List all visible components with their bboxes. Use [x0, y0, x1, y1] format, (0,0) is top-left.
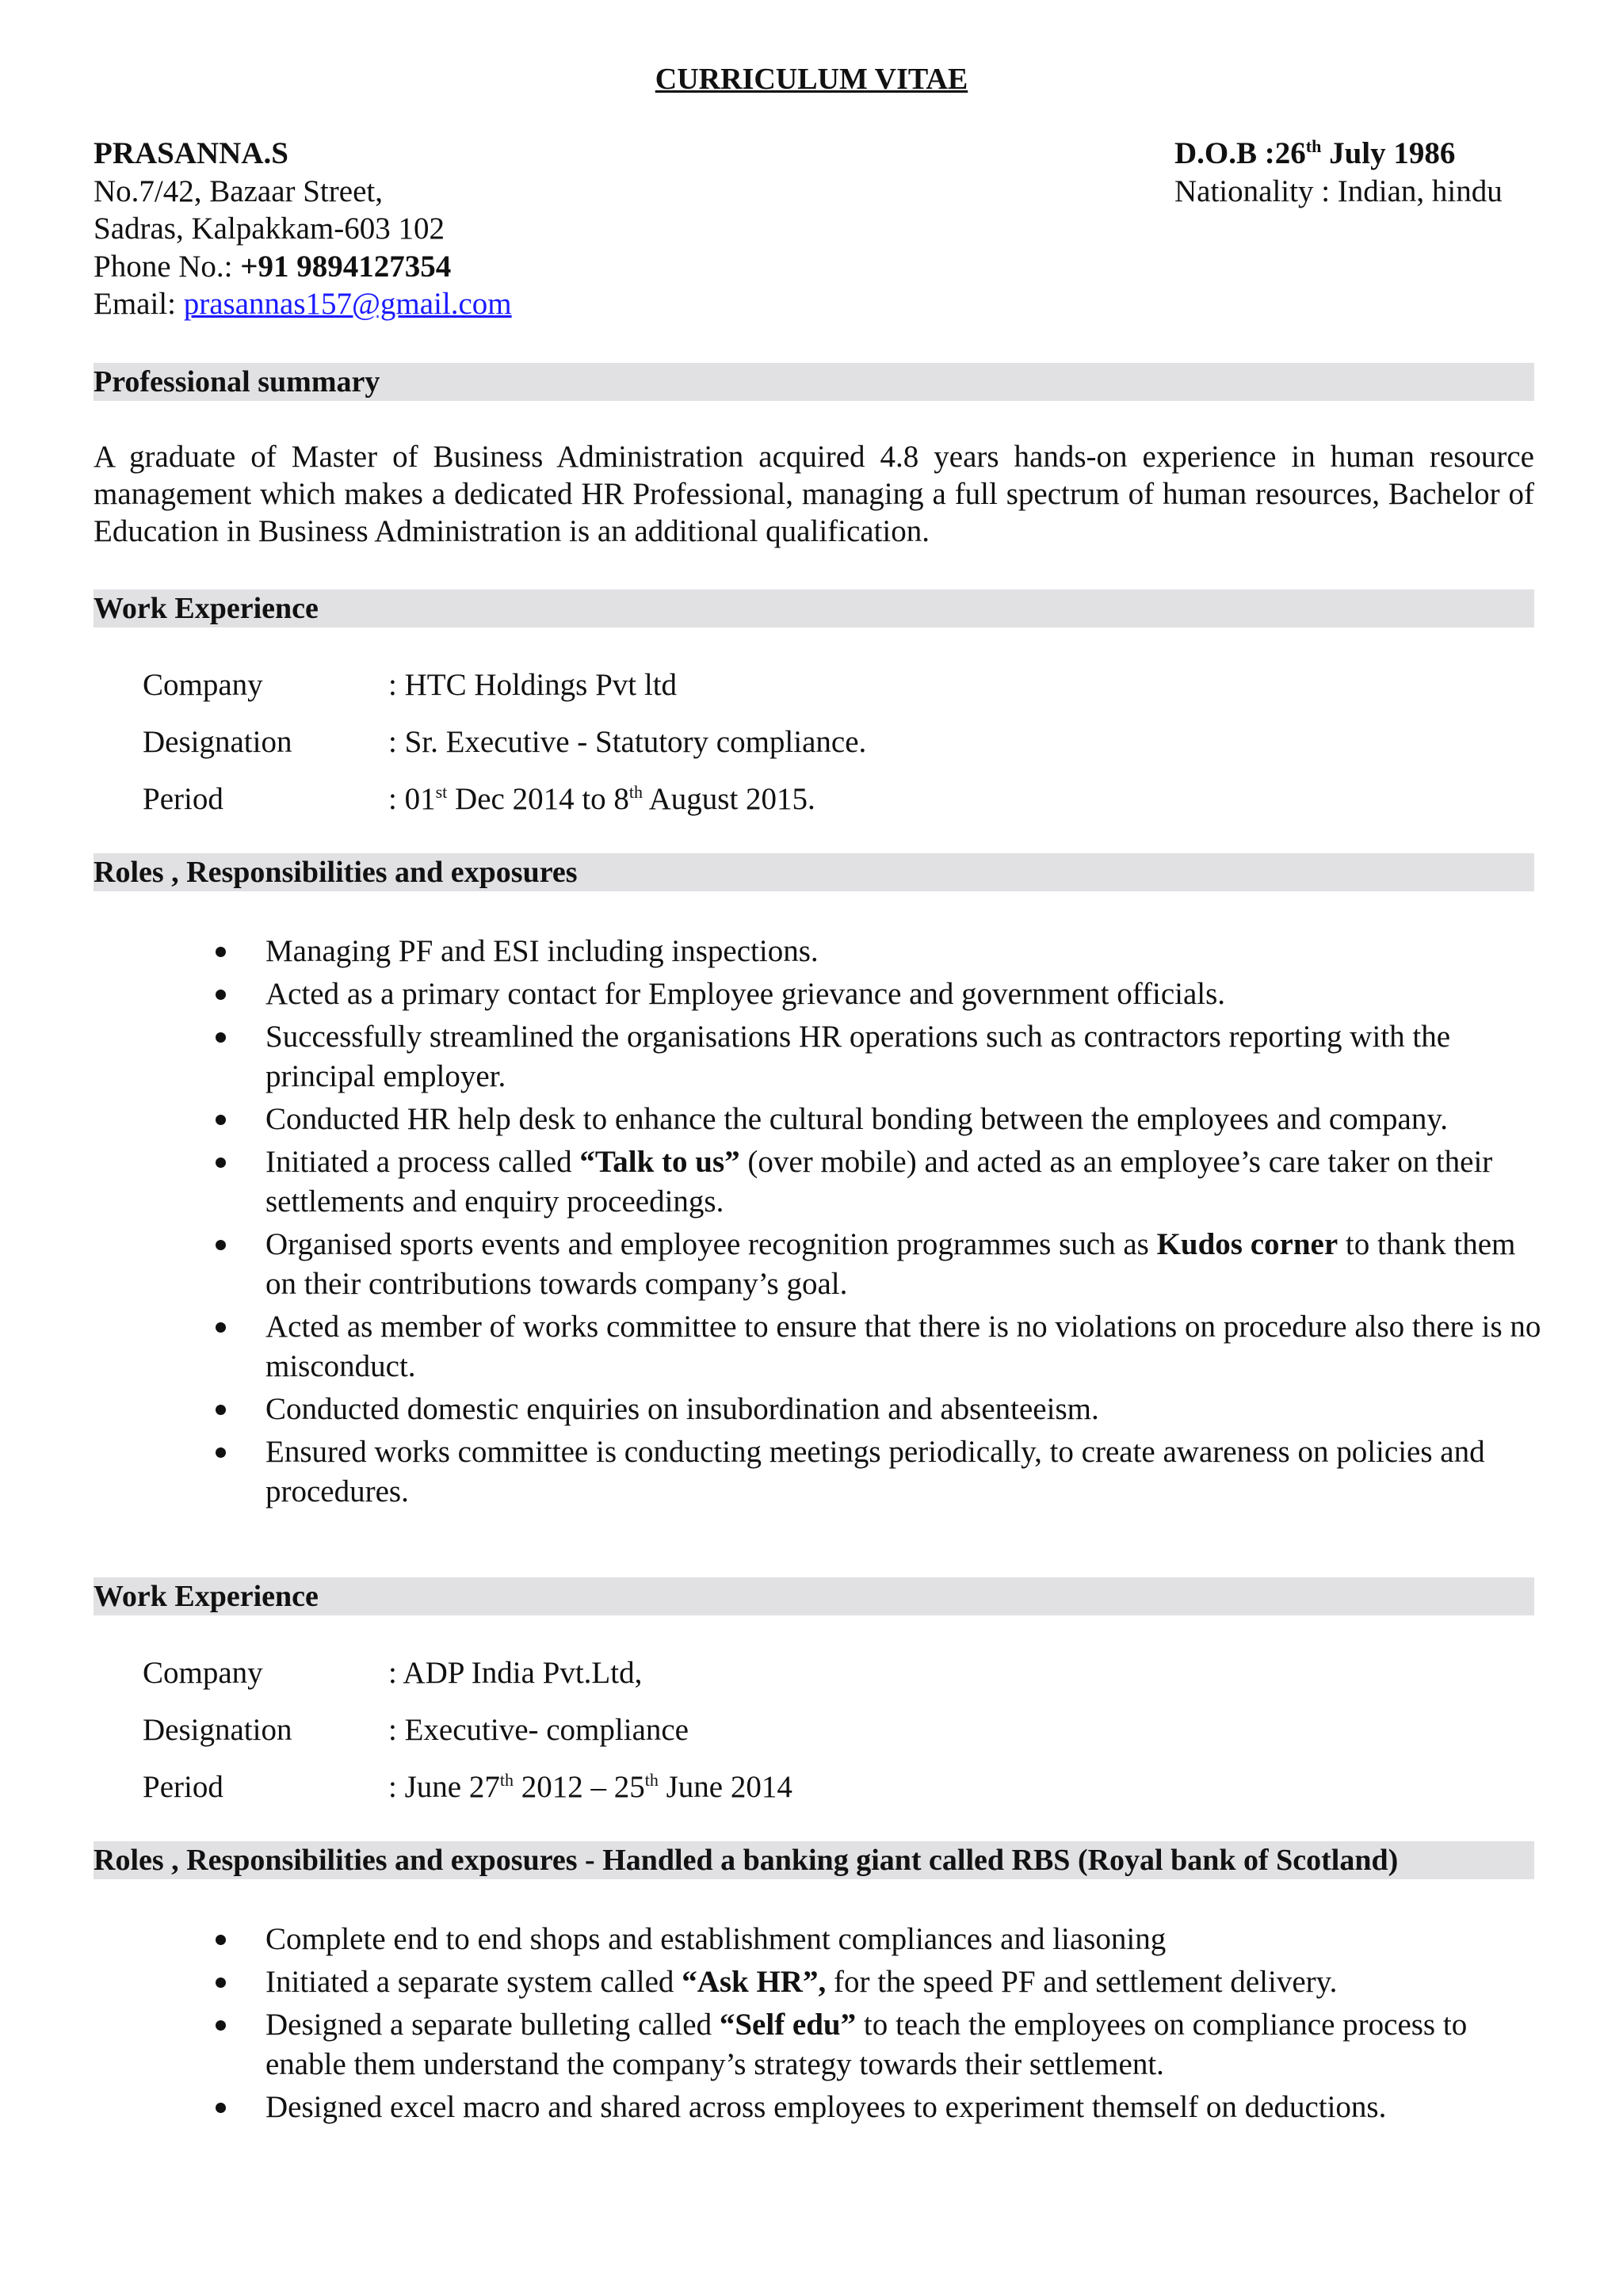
item-text: for the speed PF and settlement delivery. [826, 1965, 1338, 1999]
period-start-day: : June 27 [388, 1770, 500, 1804]
list-item: Acted as member of works committee to ensure that there is no violations on procedure also there is no misconduct. [265, 1307, 1541, 1386]
list-item: Designed excel macro and shared across employees to experiment themself on deductions. [265, 2088, 1541, 2127]
address-line-2: Sadras, Kalpakkam-603 102 [94, 212, 445, 246]
company-row-2 [143, 1654, 642, 1691]
email-link[interactable]: prasannas157@gmail.com [183, 287, 512, 321]
item-text: Initiated a process called [265, 1145, 580, 1179]
summary-heading: Professional summary [94, 363, 1534, 401]
period-row-1 [143, 780, 815, 818]
company-value: : ADP India Pvt.Ltd, [388, 1656, 643, 1690]
item-highlight: “Self edu” [719, 2008, 857, 2042]
dob-suffix: July 1986 [1321, 136, 1456, 170]
item-text: Organised sports events and employee recognition programmes such as [265, 1227, 1157, 1261]
list-item [265, 1142, 1541, 1222]
company-value: : HTC Holdings Pvt ltd [388, 668, 678, 702]
period-value [388, 1770, 792, 1804]
item-highlight: “Ask HR”, [682, 1965, 827, 1999]
phone-label: Phone No.: [94, 249, 241, 284]
period-start-ordinal: st [435, 782, 448, 802]
item-text: Designed a separate bulleting called [265, 2008, 720, 2042]
candidate-name: PRASANNA.S [94, 136, 288, 170]
item-text: Initiated a separate system called [265, 1965, 682, 1999]
item-text: (over mobile) and acted as an employee’s care taker on their settlements and enquiry proceedings. [265, 1145, 1493, 1219]
item-text: to teach the employees on compliance process to enable them understand the company’s strategy towards their settlement. [265, 2008, 1468, 2081]
item-highlight: Kudos corner [1156, 1227, 1338, 1261]
period-start-day: : 01 [388, 782, 436, 816]
list-item [265, 1962, 1541, 2002]
company-label: Company [143, 668, 263, 702]
list-item: Conducted domestic enquiries on insubordination and absenteeism. [265, 1390, 1541, 1429]
roles-heading-2: Roles , Responsibilities and exposures - Handled a banking giant called RBS (Royal bank of Scotland) [94, 1841, 1534, 1879]
roles-list-1 [265, 932, 1541, 1515]
date-of-birth [1174, 135, 1503, 173]
personal-meta [1174, 135, 1503, 210]
period-start-ordinal: th [499, 1770, 514, 1790]
designation-value: : Sr. Executive - Statutory compliance. [388, 725, 867, 759]
period-mid: Dec 2014 to 8 [447, 782, 629, 816]
item-highlight: “Talk to us” [579, 1145, 740, 1179]
period-end-ordinal: th [628, 782, 643, 802]
dob-prefix: D.O.B :26 [1174, 136, 1306, 170]
list-item: Successfully streamlined the organisations HR operations such as contractors reporting with the principal employer. [265, 1017, 1541, 1097]
period-end: August 2015. [643, 782, 815, 816]
work-experience-heading-1: Work Experience [94, 589, 1534, 627]
email-label: Email: [94, 287, 184, 321]
document-title: CURRICULUM VITAE [655, 63, 968, 96]
summary-text: A graduate of Master of Business Administration acquired 4.8 years hands-on experience in human resource management which makes a dedicated HR Professional, managing a full spectrum of human resources, Bachelor of Education in Business Administration is an additional qualification. [94, 440, 1534, 548]
designation-row-2 [143, 1711, 689, 1749]
roles-heading-1: Roles , Responsibilities and exposures [94, 853, 1534, 891]
list-item: Managing PF and ESI including inspections. [265, 932, 1541, 971]
work-experience-heading-2: Work Experience [94, 1577, 1534, 1615]
list-item [265, 2005, 1541, 2084]
designation-label: Designation [143, 725, 292, 759]
period-row-2 [143, 1768, 792, 1806]
dob-ordinal: th [1305, 136, 1322, 156]
period-end-ordinal: th [644, 1770, 659, 1790]
company-row-1 [143, 666, 677, 704]
email-line [94, 285, 512, 323]
list-item: Acted as a primary contact for Employee grievance and government officials. [265, 974, 1541, 1014]
phone-line [94, 248, 512, 286]
list-item: Complete end to end shops and establishment compliances and liasoning [265, 1920, 1541, 1959]
item-text: to thank them on their contributions towards company’s goal. [265, 1227, 1516, 1301]
list-item: Ensured works committee is conducting meetings periodically, to create awareness on policies and procedures. [265, 1432, 1541, 1512]
company-label: Company [143, 1656, 263, 1690]
list-item [265, 1225, 1541, 1304]
period-end: June 2014 [658, 1770, 792, 1804]
designation-row-1 [143, 723, 866, 761]
period-label: Period [143, 1770, 223, 1804]
designation-label: Designation [143, 1713, 292, 1747]
period-label: Period [143, 782, 223, 816]
phone-number: +91 9894127354 [240, 249, 452, 284]
designation-value: : Executive- compliance [388, 1713, 689, 1747]
list-item: Conducted HR help desk to enhance the cultural bonding between the employees and company. [265, 1100, 1541, 1139]
address-line-1: No.7/42, Bazaar Street, [94, 174, 383, 208]
roles-list-2 [265, 1920, 1541, 2130]
personal-details [94, 135, 512, 323]
period-value [388, 782, 815, 816]
nationality: Nationality : Indian, hindu [1174, 174, 1503, 208]
period-mid: 2012 – 25 [513, 1770, 645, 1804]
